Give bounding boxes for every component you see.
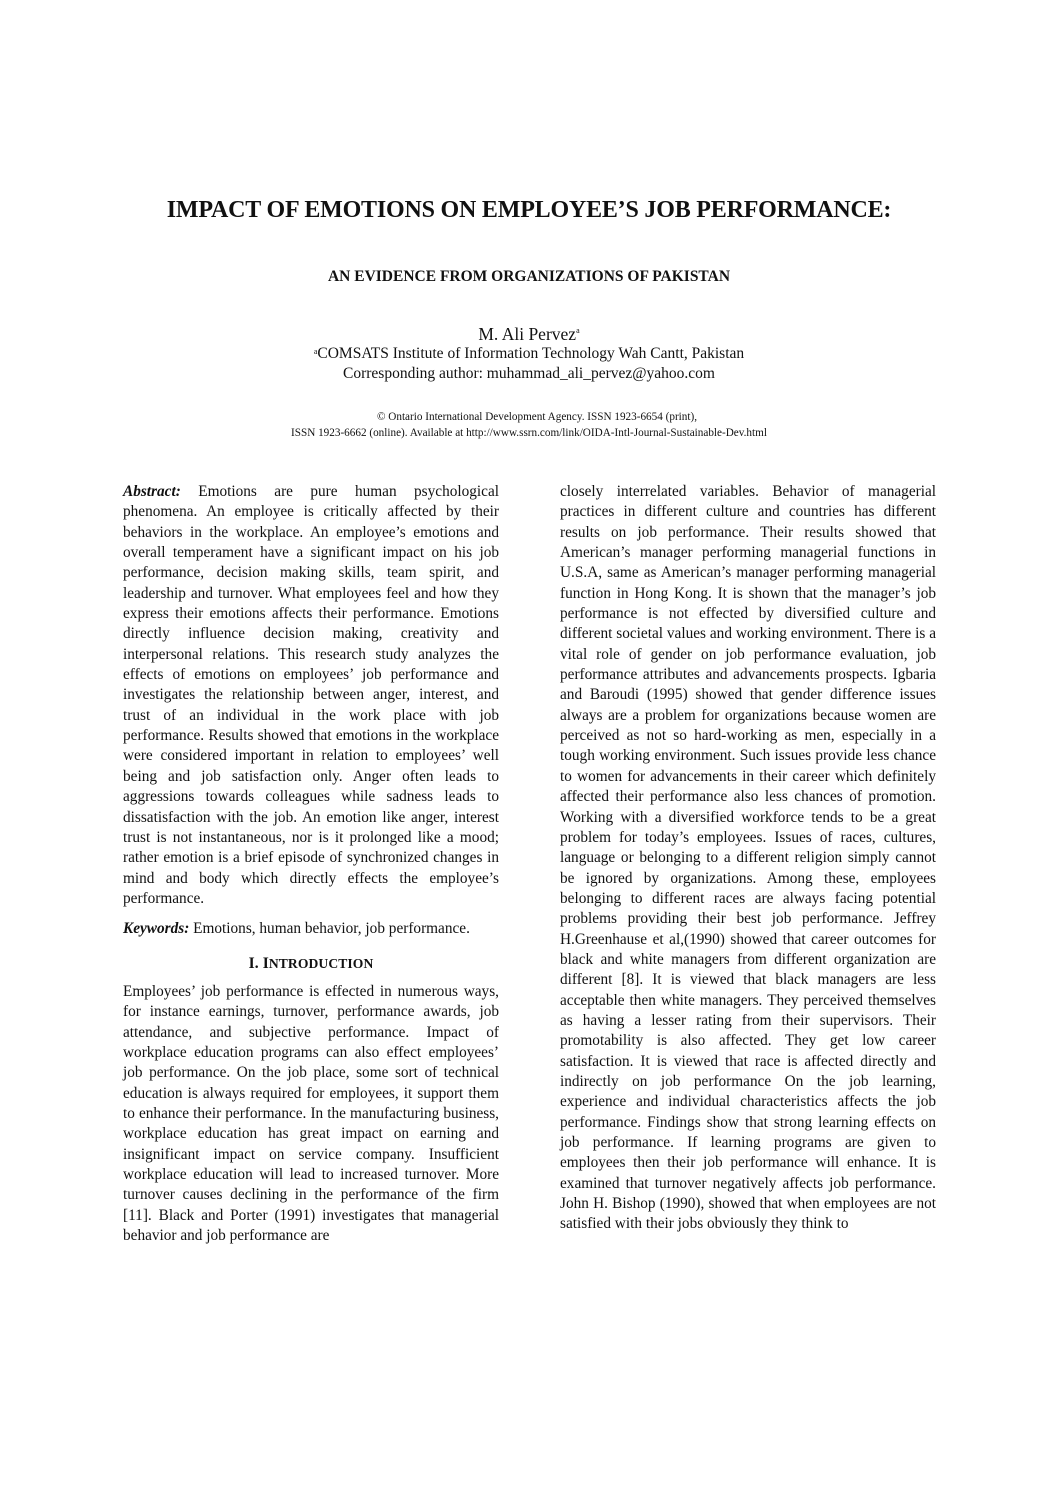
introduction-paragraph-continued: closely interrelated variables. Behavior of managerial practices in different culture and countries has different results on job performance. Their results showed that American’s manager performing managerial functions in U.S.A, same as American’s manager performing managerial function in Hong Kong. It is shown that the manager’s job performance is not effected by diversified culture and different societal values and working environment. There is a vital role of gender on job performance evaluation, job performance attributes and advancements prospects. Igbaria and Baroudi (1995) showed that gender difference issues always are a problem for organizations because women are perceived as not so hard-working as men, especially in a tough working environment. Such issues provide less chance to women for advancements in their career which definitely affected their performance also less chances of promotion. Working with a diversified workforce tends to be a great problem for today’s employees. Issues of races, cultures, language or belonging to a different religion simply cannot be ignored by organizations. Among these, employees belonging to different races are always facing potential problems providing their best job performance. Jeffrey H.Greenhause et al,(1990) showed that career outcomes for black and white managers from different organization are different [8]. It is viewed that black managers are less acceptable then white managers. They perceived themselves as having a lesser rating from their supervisors. Their promotability is also affected. They get low career satisfaction. It is viewed that race is affected directly and indirectly on job performance On the job learning, experience and individual characteristics affects the job performance. Findings show that strong learning effects on job performance. If learning programs are given to employees then their job performance will enhance. It is examined that turnover negatively affects job performance. John H. Bishop (1990), showed that when employees are not satisfied with their jobs obviously they think to [560,483,936,1233]
author-line [0,324,1058,345]
section-title-rest: NTRODUCTION [268,955,374,971]
left-column [123,482,499,1246]
introduction-paragraph: Employees’ job performance is effected in numerous ways, for instance earnings, turnover, performance awards, job attendance, and subjective performance. Impact of workplace education programs can also effect employees’ job performance. On the job place, some sort of technical education is always required for employees, it support them to enhance their performance. In the manufacturing business, workplace education has great impact on earning and insignificant impact on service company. Insufficient workplace education will lead to increased turnover. More turnover causes declining in the performance of the firm [11]. Black and Porter (1991) investigates that managerial behavior and job performance are [123,982,499,1245]
paper-title: IMPACT OF EMOTIONS ON EMPLOYEE’S JOB PERFORMANCE: [166,197,892,223]
affiliation-institution: COMSATS Institute of Information Technology Wah Cantt, Pakistan [317,345,745,362]
copyright-line-2: ISSN 1923-6662 (online). Available at http://www.ssrn.com/link/OIDA-Intl-Journal-Sustainable-Dev.html [291,427,767,439]
affiliation-mark: a [313,347,318,356]
author-affiliation-mark: a [576,326,580,335]
affiliation-line [0,345,1058,363]
author-name: M. Ali Pervez [478,324,577,344]
abstract-text: Emotions are pure human psychological phenomena. An employee is critically affected by their behaviors in the workplace. An employee’s emotions and overall temperament have a significant impact on his job performance, decision making skills, team spirit, and leadership and turnover. What employees feel and how they express their emotions affects their performance. Emotions directly influence decision making, creativity and interpersonal relations. This research study analyzes the effects of emotions on employees’ job performance and investigates the relationship between anger, interest, and trust of an individual in the work place with job performance. Results showed that emotions in the workplace were considered important in relation to employees’ well being and job satisfaction only. Anger often leads to aggressions towards colleagues while sadness leads to dissatisfaction with the job. An emotion like anger, interest trust is not instantaneous, nor is it prolonged like a mood; rather emotion is a brief episode of synchronized changes in mind and body which directly effects the employee’s performance. [123,483,499,907]
keywords [123,919,499,939]
keywords-label: Keywords: [123,920,190,938]
section-title-initial: I [262,954,269,972]
paper-subtitle: AN EVIDENCE FROM ORGANIZATIONS OF PAKISTAN [327,268,731,285]
copyright-line-1: © Ontario International Development Agency. ISSN 1923-6654 (print), [376,411,698,423]
corresponding-author: Corresponding author: muhammad_ali_pervez@yahoo.com [343,365,715,382]
abstract-label: Abstract: [123,483,181,500]
right-column [560,482,936,1235]
section-heading-introduction [123,954,499,974]
keywords-text: Emotions, human behavior, job performance. [193,920,470,938]
section-number: I. [248,954,263,972]
abstract [123,482,499,909]
